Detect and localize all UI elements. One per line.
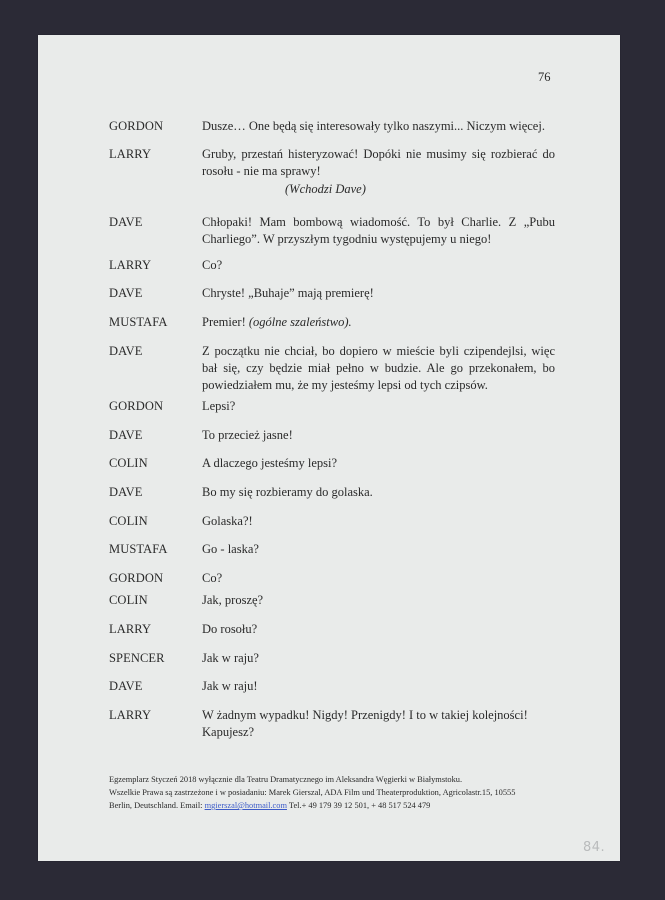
speaker-name: COLIN [109, 593, 148, 607]
dialogue-text: Do rosołu? [202, 622, 258, 636]
dialogue-text: Jak w raju! [202, 679, 258, 693]
speaker-name: MUSTAFA [109, 542, 168, 556]
speaker-name: MUSTAFA [109, 315, 168, 329]
copyright-footer [109, 773, 559, 812]
speaker-name: DAVE [109, 215, 143, 229]
dialogue-text [202, 314, 555, 331]
dialogue-text: A dlaczego jesteśmy lepsi? [202, 456, 338, 470]
dialogue-text: Co? [202, 571, 223, 585]
speaker-name: LARRY [109, 622, 152, 636]
dialogue-main-text: Premier! [202, 315, 246, 329]
dialogue-text: Chryste! „Buhaje” mają premierę! [202, 286, 374, 300]
speaker-name: DAVE [109, 485, 143, 499]
footer-line-3-prefix: Berlin, Deutschland. Email: [109, 801, 205, 810]
dialogue-text: To przecież jasne! [202, 428, 293, 442]
dialogue-text: Go - laska? [202, 542, 259, 556]
italic-stage-note: (ogólne szaleństwo). [248, 315, 352, 329]
dialogue-text: Gruby, przestań histeryzować! Dopóki nie musimy się rozbierać do rosołu - nie ma sprawy! [202, 147, 555, 178]
footer-line-3-suffix: Tel.+ 49 179 39 12 501, + 48 517 524 479 [286, 801, 431, 810]
speaker-name: COLIN [109, 514, 148, 528]
speaker-name: LARRY [109, 147, 152, 161]
dialogue-text: Bo my się rozbieramy do golaska. [202, 485, 373, 499]
speaker-name: DAVE [109, 344, 143, 358]
dialogue-text: Co? [202, 258, 223, 272]
speaker-name: GORDON [109, 119, 164, 133]
dialogue-text: Dusze… One będą się interesowały tylko naszymi... Niczym więcej. [202, 119, 545, 133]
speaker-name: DAVE [109, 428, 143, 442]
footer-line-1: Egzemplarz Styczeń 2018 wyłącznie dla Teatru Dramatycznego im Aleksandra Węgierki w Białymstoku. [109, 775, 463, 784]
speaker-name: LARRY [109, 258, 152, 272]
dialogue-text: Z początku nie chciał, bo dopiero w mieście byli czipendejlsi, więc bał się, czy będzie miał pełno w budzie. Ale go przekonałem, bo powiedziałem mu, że my jesteśmy lepsi od tych czipsów. [202, 344, 555, 392]
dialogue-text: Jak w raju? [202, 651, 259, 665]
speaker-name: DAVE [109, 679, 143, 693]
dialogue-text: Jak, proszę? [202, 593, 264, 607]
footer-line-2: Wszelkie Prawa są zastrzeżone i w posiadaniu: Marek Gierszal, ADA Film und Theaterproduktion, Agricolastr.15, 10555 [109, 788, 516, 797]
speaker-name: GORDON [109, 571, 164, 585]
dialogue-text: Lepsi? [202, 399, 236, 413]
speaker-name: COLIN [109, 456, 148, 470]
dialogue-text: W żadnym wypadku! Nigdy! Przenigdy! I to w takiej kolejności! Kapujesz? [202, 708, 528, 739]
speaker-name: GORDON [109, 399, 164, 413]
email-link[interactable]: mgierszal@hotmail.com [204, 801, 287, 810]
footer-line-3 [109, 799, 559, 812]
page-number: 76 [538, 70, 551, 84]
speaker-name: DAVE [109, 286, 143, 300]
stage-direction: (Wchodzi Dave) [285, 182, 366, 196]
dialogue-text: Golaska?! [202, 514, 253, 528]
handwritten-page-mark: 84. [583, 840, 606, 855]
dialogue-text: Chłopaki! Mam bombową wiadomość. To był Charlie. Z „Pubu Charliego”. W przyszłym tygodniu występujemy u niego! [202, 215, 555, 246]
speaker-name: SPENCER [109, 651, 165, 665]
speaker-name: LARRY [109, 708, 152, 722]
